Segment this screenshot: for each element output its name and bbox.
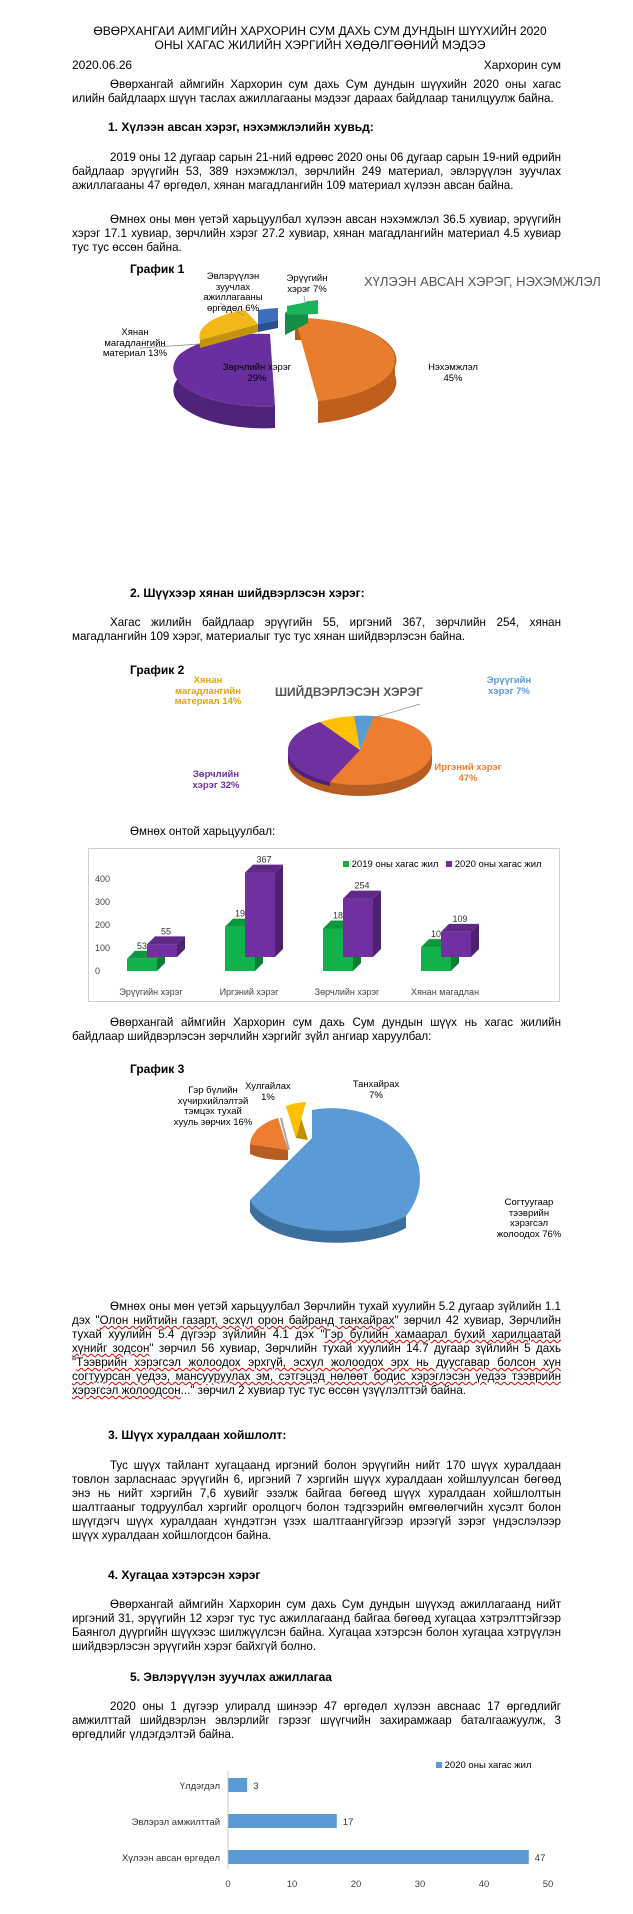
para-quote-1: Олон нийтийн газарт, эсхүл орон байранд танхайрах: [99, 1314, 395, 1327]
section5-paragraph: Өвөрхангай аймгийн Хархорин сум дахь Сум дундын шүүхэд ажиллагаанд нийт иргэний 31, эрүүгийн 12 хэрэг тус тус ажиллагаанд байгаа бөгөөд хугацаа хэтрэлттэйгээр Баянгол дүүргийн шүүхээс шилжүүлсэн байна. Хугацаа хэтэрсэн болон хугацаа хэтрүүлэн шийдвэрлэсэн эрүүгийн хэрэг байхгүй болно.: [72, 1598, 561, 1653]
bar1-value-label: 109: [452, 913, 468, 924]
pie2-label-zorch: Зөрчлийн хэрэг 32%: [192, 769, 240, 791]
section2-heading: 2. Шүүхээр хянан шийдвэрлэсэн хэрэг:: [130, 586, 365, 600]
bar2-category-label: Хүлээн авсан өргөдөл: [121, 1853, 220, 1864]
document-title: ӨВӨРХАНГАИ АИМГИЙН ХАРХОРИН СУМ ДАХЬ СУМ ДУНДЫН ШҮҮХИЙН 2020 ОНЫ ХАГАС ЖИЛИЙН ХЭРГИЙН ХӨДӨЛГӨӨНИЙ МЭДЭЭ: [93, 24, 547, 52]
bar1-ytick: 0: [95, 966, 101, 976]
bar2-category-label: Эвлэрэл амжилттай: [131, 1817, 220, 1828]
bar1-value-label: 10: [430, 929, 442, 940]
para-text-g: ..." зөрчил 2 хувиар тус тус өссөн үзүүлэлттэй байна.: [180, 1384, 466, 1397]
para-quote-2: Гэр бүлийн хамаарал бүхий харилцаатай хүнийг зодсон: [72, 1328, 561, 1355]
pie2-label-eruu: Эрүүгийн хэрэг 7%: [486, 675, 532, 697]
pie2-title: ШИЙДВЭРЛЭСЭН ХЭРЭГ: [275, 685, 423, 699]
bar1-category-label: Зөрчлийн хэрэг: [314, 987, 380, 997]
para-text-e: " зөрчил 56 хувиар, Зөрчлийн тухай хуулийн 14.7 дугаар зүйлийн 5 дахь ": [72, 1342, 561, 1369]
bar1-ytick: 200: [95, 920, 111, 930]
pie-chart-violations: [240, 1078, 500, 1258]
pie1-label-evler: Эвлэрүүлэн зуучлах ажиллагааны өргөдөл 6%: [203, 271, 263, 314]
document-place: Хархорин сум: [483, 58, 561, 72]
bar1-category-label: Эрүүгийн хэрэг: [119, 987, 183, 997]
para-text-a: Өмнөх оны мөн үетэй харьцуулбал Зөрчлийн тухай хуулийн 5.2 дугаар зүйлийн 1.1 дэх ": [72, 1300, 561, 1327]
bar1-value-label: 367: [256, 854, 272, 865]
bar1-ytick: 400: [95, 874, 111, 884]
pie-chart-resolved-svg: [270, 690, 450, 805]
bar1-bar-2020: [343, 899, 373, 957]
pie-chart-violations-svg: [240, 1078, 500, 1258]
bar1-value-label: 18: [332, 910, 344, 921]
bar2-bar: [228, 1850, 529, 1864]
intro-paragraph: Өвөрхангай аймгийн Хархорин сум дахь Сум дундын шүүхийн 2020 оны хагас илийн байдлаарх шүүн таслах ажиллагааны мэдээг дараах байдлаар танилцуулж байна.: [72, 78, 561, 105]
bar1-value-label: 53: [136, 940, 148, 951]
bar2-xtick: 50: [542, 1879, 554, 1890]
section4-paragraph: Тус шүүх тайлант хугацаанд иргэний болон эрүүгийн нийт 170 шүүх хуралдаан товлон зарласнаас эрүүгийн 6, иргэний 7 хэргийн шүүх хуралдаан хойшлуулсан бөгөөд энэ нь нийт хэргийн 7,6 хувийг эзэлж байгаа бөгөөд шүүх хуралдаан хойшлолтын шалтгааныг тодруулбал хэргийг оролцогч болон тэдгээрийн өмгөөлөгчийн хүсэлт болон шүүгдэгч шүүх хуралдаан хүндэтгэн үзэх шалтгаангүйгээр ирээгүй зэрэг үндэслэлээр шүүх хуралдаан хойшлогдсон байна.: [72, 1459, 561, 1542]
section1-paragraph-2: Өмнөх оны мөн үетэй харьцуулбал хүлээн авсан нэхэмжлэл 36.5 хувиар, эрүүгийн хэрэг 17.1 хувиар, зөрчлийн хэрэг 27.2 хувиар, хянан магадлангийн материал 4.5 хувиар тус тус өссөн байна.: [72, 213, 561, 254]
section1-paragraph-1: 2019 оны 12 дугаар сарын 21-ний өдрөөс 2020 оны 06 дугаар сарын 19-ний өдрийн байдлаар эрүүгийн 53, 389 нэхэмжлэл, зөрчлийн 249 материал, эвлэрүүлэн зуучлах ажиллагааны 47 өргөдөл, хянан магадлангийн 109 материал хүлээн авсан байна.: [72, 151, 561, 192]
bar2-xtick: 10: [286, 1879, 298, 1890]
pie1-label-khyan: Хянан магадлангийн материал 13%: [102, 327, 168, 359]
pie2-label-irgen: Иргэний хэрэг 47%: [434, 762, 502, 784]
para-text-c: " зөрчил 42 хувиар, Зөрчлийн тухай хуулийн 5.4 дүгээр зүйлийн 4.1 дэх ": [72, 1314, 561, 1341]
bar2-legend: [436, 1760, 531, 1771]
bar2-xtick: 20: [350, 1879, 362, 1890]
bar1-legend-swatch-2020: [446, 861, 452, 867]
bar1-legend-2020: 2020 оны хагас жил: [454, 859, 542, 870]
bar2-bar: [228, 1778, 247, 1792]
bar1-ytick: 300: [95, 897, 111, 907]
bar1-legend-2019: 2019 оны хагас жил: [351, 859, 439, 870]
bar2-value-label: 3: [253, 1781, 259, 1792]
pie2-label-khyan: Хянан магадлангийн материал 14%: [174, 675, 242, 707]
bar2-value-label: 17: [342, 1817, 354, 1828]
chart1-caption: График 1: [130, 262, 185, 276]
pie3-label-khul: Хулгайлах 1%: [245, 1081, 291, 1103]
para-quote-3: Тээврийн хэрэгсэл жолоодох эрхгүй, эсхүл жолоодох эрх нь дуусгавар болсон хүн согтуурсан үедээ, мансууруулах эм, сэтгэцэд нөлөөт бодис хэрэглэсэн үедээ тээврийн хэрэгсэл жолоодсон: [72, 1356, 561, 1397]
bar2-bar: [228, 1814, 337, 1828]
pie1-label-nekh: Нэхэмжлэл 45%: [428, 362, 478, 384]
pie1-label-eruu: Эрүүгийн хэрэг 7%: [286, 273, 328, 295]
pie1-label-zorch: Зөрчлийн хэрэг 29%: [222, 362, 292, 384]
pie3-label-sogt: Согтуугаар тээврийн хэрэгсэл жолоодох 76%: [496, 1197, 562, 1240]
section2-paragraph: Хагас жилийн байдлаар эрүүгийн 55, иргэний 367, зөрчлийн 254, хянан магадлангийн 109 хэрэг, материалыг тус тус хянан шийдвэрлэсэн байна.: [72, 616, 561, 643]
section6-heading: 5. Эвлэрүүлэн зуучлах ажиллагаа: [130, 1670, 332, 1684]
bar2-xtick: 0: [225, 1879, 231, 1890]
document-date: 2020.06.26: [72, 58, 133, 72]
bar1-legend: [343, 859, 542, 870]
bar1-ytick: 100: [95, 943, 111, 953]
bar1-bar-2020: [147, 944, 177, 957]
pie3-label-ger: Гэр бүлийн хүчирхийлэлтэй тэмцэх тухай хууль зөрчих 16%: [173, 1085, 253, 1128]
bar1-value-label: 55: [160, 926, 172, 937]
bar1-bar-2020: [441, 932, 471, 957]
bar1-legend-swatch-2019: [343, 861, 349, 867]
section4-heading: 3. Шүүх хуралдаан хойшлолт:: [108, 1428, 287, 1442]
bar2-legend-label: 2020 оны хагас жил: [444, 1760, 532, 1771]
bar1-category-label: Иргэний хэрэг: [219, 987, 279, 997]
bar1-bar-2020: [245, 873, 275, 957]
compare-label: Өмнөх онтой харьцуулбал:: [130, 825, 276, 838]
bar2-legend-swatch: [436, 1762, 442, 1768]
chart2-caption: График 2: [130, 663, 185, 677]
bar-chart-mediation: [90, 1755, 570, 1895]
section6-paragraph: 2020 оны 1 дүгээр улиралд шинээр 47 өргөдөл хүлээн авснаас 17 өргөдлийг амжилттай шийдвэрлэн эвлэрлийг гэрээг шүүгчийн захирамжаар баталгаажуулж, 3 өргөдлийг үлдэгдэлтэй байна.: [72, 1700, 561, 1741]
bar2-value-label: 47: [534, 1853, 546, 1864]
section3-intro: Өвөрхангай аймгийн Хархорин сум дахь Сум дундын шүүх нь хагас жилийн байдлаар шийдвэрлэсэн зөрчлийн хэргийг зүйл ангиар харуулбал:: [72, 1016, 561, 1043]
bar1-value-label: 254: [354, 880, 370, 891]
bar1-bar-side: [373, 891, 381, 957]
bar1-value-label: 19: [234, 908, 246, 919]
chart3-caption: График 3: [130, 1062, 185, 1076]
bar-chart-compare-svg: [89, 849, 559, 1001]
bar-chart-mediation-svg: [90, 1755, 570, 1895]
bar1-bar-side: [275, 865, 283, 957]
section1-heading: 1. Хүлээн авсан хэрэг, нэхэмжлэлийн хувьд:: [108, 120, 374, 134]
bar1-bar-2019: [127, 959, 157, 971]
section5-heading: 4. Хугацаа хэтэрсэн хэрэг: [108, 1568, 261, 1582]
bar2-category-label: Үлдэгдэл: [179, 1781, 220, 1792]
bar2-xtick: 40: [478, 1879, 490, 1890]
bar2-xtick: 30: [414, 1879, 426, 1890]
pie-chart-resolved: [270, 690, 450, 805]
bar-chart-compare: [88, 848, 560, 1002]
pie1-title: ХҮЛЭЭН АВСАН ХЭРЭГ, НЭХЭМЖЛЭЛ: [364, 274, 601, 289]
section3-compare-paragraph: [72, 1300, 561, 1398]
pie3-label-tankh: Танхайрах 7%: [352, 1079, 400, 1101]
bar1-category-label: Хянан магадлан: [410, 987, 480, 997]
